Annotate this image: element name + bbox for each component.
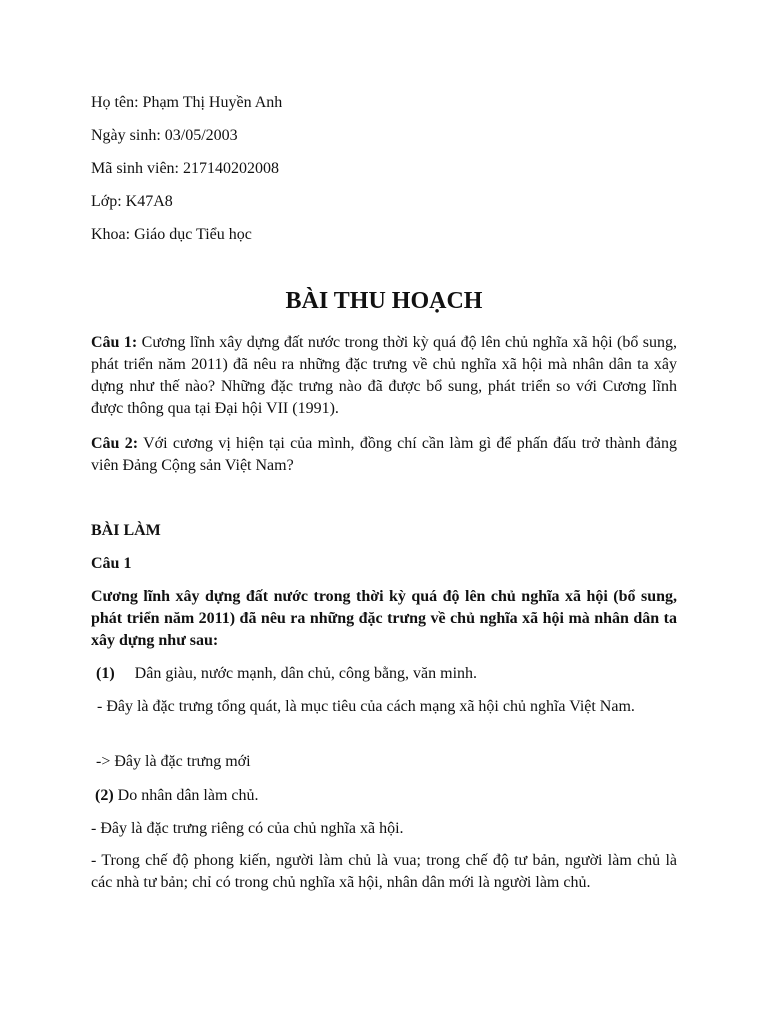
- item-2-number: (2): [95, 787, 114, 804]
- question-1: [91, 332, 677, 420]
- question-2-text: Với cương vị hiện tại của mình, đồng chí cần làm gì để phấn đấu trở thành đảng viên Đảng Cộng sản Việt Nam?: [91, 435, 678, 474]
- item-2-note-2: - Trong chế độ phong kiến, người làm chủ là vua; trong chế độ tư bản, người làm chủ là các nhà tư bản; chỉ có trong chủ nghĩa xã hội, nhân dân mới là người làm chủ.: [91, 852, 677, 891]
- answer-heading: BÀI LÀM: [91, 522, 161, 539]
- item-1-number: (1): [96, 665, 115, 682]
- question-2-label: Câu 2:: [91, 435, 139, 452]
- date-of-birth: Ngày sinh: 03/05/2003: [91, 127, 238, 144]
- item-1: [91, 663, 677, 685]
- document-title: BÀI THU HOẠCH: [285, 288, 483, 314]
- faculty-name: Khoa: Giáo dục Tiểu học: [91, 226, 252, 243]
- question-2: [91, 433, 677, 477]
- student-name: Họ tên: Phạm Thị Huyền Anh: [91, 94, 283, 111]
- item-2-note-1: - Đây là đặc trưng riêng có của chủ nghĩa xã hội.: [91, 820, 404, 837]
- item-1-text: Dân giàu, nước mạnh, dân chủ, công bằng, văn minh.: [134, 665, 478, 682]
- question-1-text: Cương lĩnh xây dựng đất nước trong thời kỳ quá độ lên chủ nghĩa xã hội (bổ sung, phát triển năm 2011) đã nêu ra những đặc trưng về chủ nghĩa xã hội mà nhân dân ta xây dựng như thế nào? Những đặc trưng nào đã được bổ sung, phát triển so với Cương lĩnh được thông qua tại Đại hội VII (1991).: [91, 334, 678, 417]
- answer-q1-heading: Câu 1: [91, 555, 132, 572]
- item-1-note: - Đây là đặc trưng tổng quát, là mục tiêu của cách mạng xã hội chủ nghĩa Việt Nam.: [97, 698, 635, 715]
- item-1-arrow-note: -> Đây là đặc trưng mới: [96, 753, 251, 770]
- item-2: [91, 785, 677, 807]
- class-name: Lớp: K47A8: [91, 193, 173, 210]
- item-2-text: Do nhân dân làm chủ.: [113, 787, 259, 804]
- answer-intro: Cương lĩnh xây dựng đất nước trong thời kỳ quá độ lên chủ nghĩa xã hội (bổ sung, phát triển năm 2011) đã nêu ra những đặc trưng về chủ nghĩa xã hội mà nhân dân ta xây dựng như sau:: [91, 588, 677, 649]
- question-1-label: Câu 1:: [91, 334, 138, 351]
- student-id: Mã sinh viên: 217140202008: [91, 160, 279, 177]
